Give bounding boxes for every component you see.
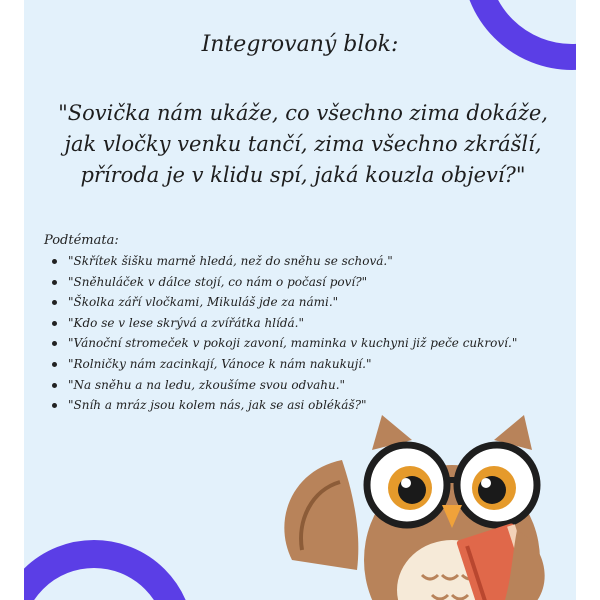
- owl-icon: [262, 410, 562, 600]
- bullet-icon: [52, 341, 57, 346]
- bullet-icon: [52, 321, 57, 326]
- bullet-icon: [52, 300, 57, 305]
- list-item: "Sníh a mráz jsou kolem nás, jak se asi oblékáš?": [46, 395, 517, 416]
- subtopics-list: [46, 251, 517, 416]
- flyer-page: [24, 0, 576, 600]
- bullet-icon: [52, 259, 57, 264]
- bullet-icon: [52, 362, 57, 367]
- list-item: "Vánoční stromeček v pokoji zavoní, maminka v kuchyni již peče cukroví.": [46, 333, 517, 354]
- motto-quote: "Sovička nám ukáže, co všechno zima dokáže, jak vločky venku tančí, zima všechno zkrášlí, příroda je v klidu spí, jaká kouzla objeví?": [58, 101, 548, 187]
- list-item: "Rolničky nám zacinkají, Vánoce k nám nakukují.": [46, 354, 517, 375]
- decorative-arc-bottom: [24, 540, 194, 600]
- list-item: "Školka září vločkami, Mikuláš jde za námi.": [46, 292, 517, 313]
- list-item: "Kdo se v lese skrývá a zvířátka hlídá.": [46, 313, 517, 334]
- bullet-icon: [52, 383, 57, 388]
- subtopics-label: Podtémata:: [44, 233, 119, 248]
- list-item: "Skřítek šišku marně hledá, než do sněhu se schová.": [46, 251, 517, 272]
- bullet-icon: [52, 403, 57, 408]
- page-heading: Integrovaný blok:: [201, 32, 399, 57]
- list-item: "Sněhuláček v dálce stojí, co nám o počasí poví?": [46, 272, 517, 293]
- list-item: "Na sněhu a na ledu, zkoušíme svou odvahu.": [46, 375, 517, 396]
- bullet-icon: [52, 280, 57, 285]
